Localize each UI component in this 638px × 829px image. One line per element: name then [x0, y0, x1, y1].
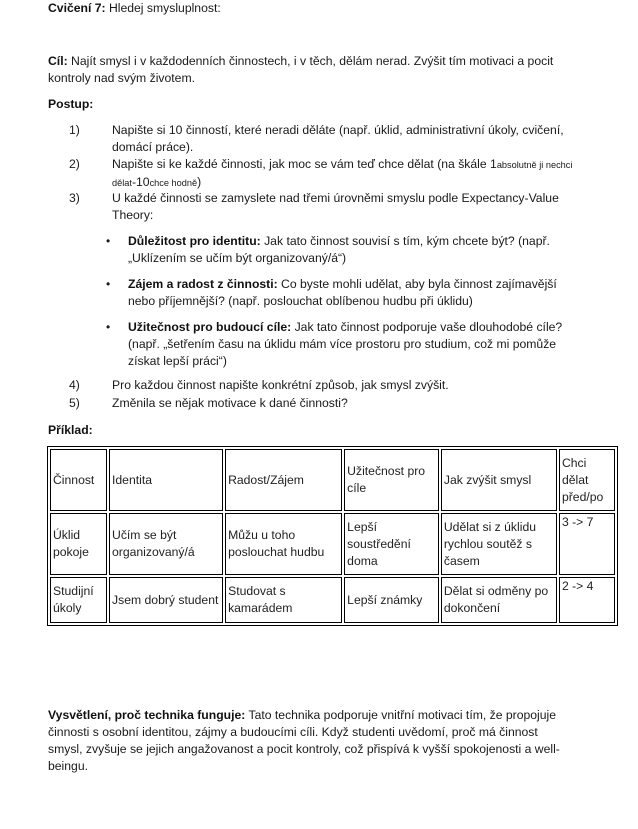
- exercise-title: [48, 0, 578, 17]
- table-cell: Udělat si z úklidu rychlou soutěž s časem: [441, 513, 557, 575]
- bullet-icon: •: [106, 320, 111, 334]
- step-number: 1): [69, 123, 80, 137]
- step-number: 2): [69, 157, 80, 171]
- table-cell: Studijní úkoly: [50, 577, 107, 623]
- bullet-body: Jak tato činnost souvisí s tím, kým chcete být? (např. „Uklízením se učím být organizovaný/á“): [128, 234, 550, 265]
- table-cell: 2 -> 4: [559, 577, 615, 623]
- explanation-paragraph: [48, 707, 573, 775]
- table-cell: Lepší známky: [344, 577, 439, 623]
- bullet-label: Zájem a radost z činnosti:: [128, 277, 278, 291]
- bullet-icon: •: [106, 234, 111, 248]
- table-header-cell: Radost/Zájem: [225, 449, 342, 511]
- table-header-row: [50, 449, 615, 511]
- explanation-text: Tato technika podporuje vnitřní motivaci tím, že propojuje činnosti s osobní identitou, zájmy a budoucími cíli. Když studenti uvědomí, proč má činnost smysl, zvyšuje se jejich angažovanost a pocit kontroly, což přispívá k vyšší spokojenosti a well-beingu.: [48, 708, 560, 773]
- table-header-cell: Činnost: [50, 449, 107, 511]
- goal-text: Najít smysl i v každodenních činnostech, i v těch, dělám nerad. Zvýšit tím motivaci a pocit kontroly nad svým životem.: [48, 54, 554, 85]
- example-heading-text: Příklad:: [48, 423, 93, 437]
- bullet-body: Co byste mohli udělat, aby byla činnost zajímavější nebo příjemnější? (např. poslouchat oblíbenou hudbu při úklidu): [128, 277, 557, 308]
- table-cell: Dělat si odměny po dokončení: [441, 577, 557, 623]
- step-text: Změnila se nějak motivace k dané činnosti?: [112, 396, 348, 410]
- example-table: [47, 446, 618, 626]
- bullet-body: Jak tato činnost podporuje vaše dlouhodobé cíle? (např. „šetřením času na úklidu mám více prostoru pro studium, což mi pomůže získat lepší práci“): [128, 320, 563, 368]
- step-text-part: -10: [131, 175, 150, 189]
- step-text: Pro každou činnost napište konkrétní způsob, jak smysl zvýšit.: [112, 378, 449, 392]
- example-heading: [48, 422, 578, 439]
- table-header-cell: Chci dělat před/po: [559, 449, 615, 511]
- bullet-icon: •: [106, 277, 111, 291]
- table-row: [50, 577, 615, 623]
- table-header-cell: Identita: [109, 449, 223, 511]
- procedure-heading: [48, 96, 578, 113]
- table-cell: Jsem dobrý student: [109, 577, 223, 623]
- step-text-part: ): [197, 175, 202, 189]
- table-cell: Lepší soustředění doma: [344, 513, 439, 575]
- step-text: U každé činnosti se zamyslete nad třemi úrovněmi smyslu podle Expectancy-Value Theory:: [112, 191, 559, 222]
- step-number: 5): [69, 396, 80, 410]
- goal-paragraph: [48, 53, 578, 87]
- bullet-text: [128, 233, 583, 267]
- table-cell: Studovat s kamarádem: [225, 577, 342, 623]
- title-label: Cvičení 7:: [48, 1, 106, 15]
- bullet-text: [128, 319, 583, 370]
- bullet-label: Důležitost pro identitu:: [128, 234, 261, 248]
- table-row: [50, 513, 615, 575]
- table-cell: 3 -> 7: [559, 513, 615, 575]
- step-text-small: chce hodně: [149, 178, 198, 188]
- table-cell: Učím se být organizovaný/á: [109, 513, 223, 575]
- step-number: 4): [69, 378, 80, 392]
- step-text: [112, 156, 582, 192]
- table-cell: Úklid pokoje: [50, 513, 107, 575]
- table-header-cell: Jak zvýšit smysl: [441, 449, 557, 511]
- step-text: Napište si 10 činností, které neradi děláte (např. úklid, administrativní úkoly, cvičení, domácí práce).: [112, 123, 564, 154]
- table-header-cell: Užitečnost pro cíle: [344, 449, 439, 511]
- title-text: Hledej smysluplnost:: [105, 1, 221, 15]
- goal-label: Cíl:: [48, 54, 68, 68]
- step-text-part: Napište si ke každé činnosti, jak moc se vám teď chce dělat (na škále 1: [112, 157, 497, 171]
- step-number: 3): [69, 191, 80, 205]
- bullet-text: [128, 276, 583, 310]
- table-cell: Můžu u toho poslouchat hudbu: [225, 513, 342, 575]
- explanation-label: Vysvětlení, proč technika funguje:: [48, 708, 246, 722]
- procedure-heading-text: Postup:: [48, 97, 94, 111]
- bullet-label: Užitečnost pro budoucí cíle:: [128, 320, 292, 334]
- step-text-small: absolutně ji nechci dělat: [112, 160, 573, 188]
